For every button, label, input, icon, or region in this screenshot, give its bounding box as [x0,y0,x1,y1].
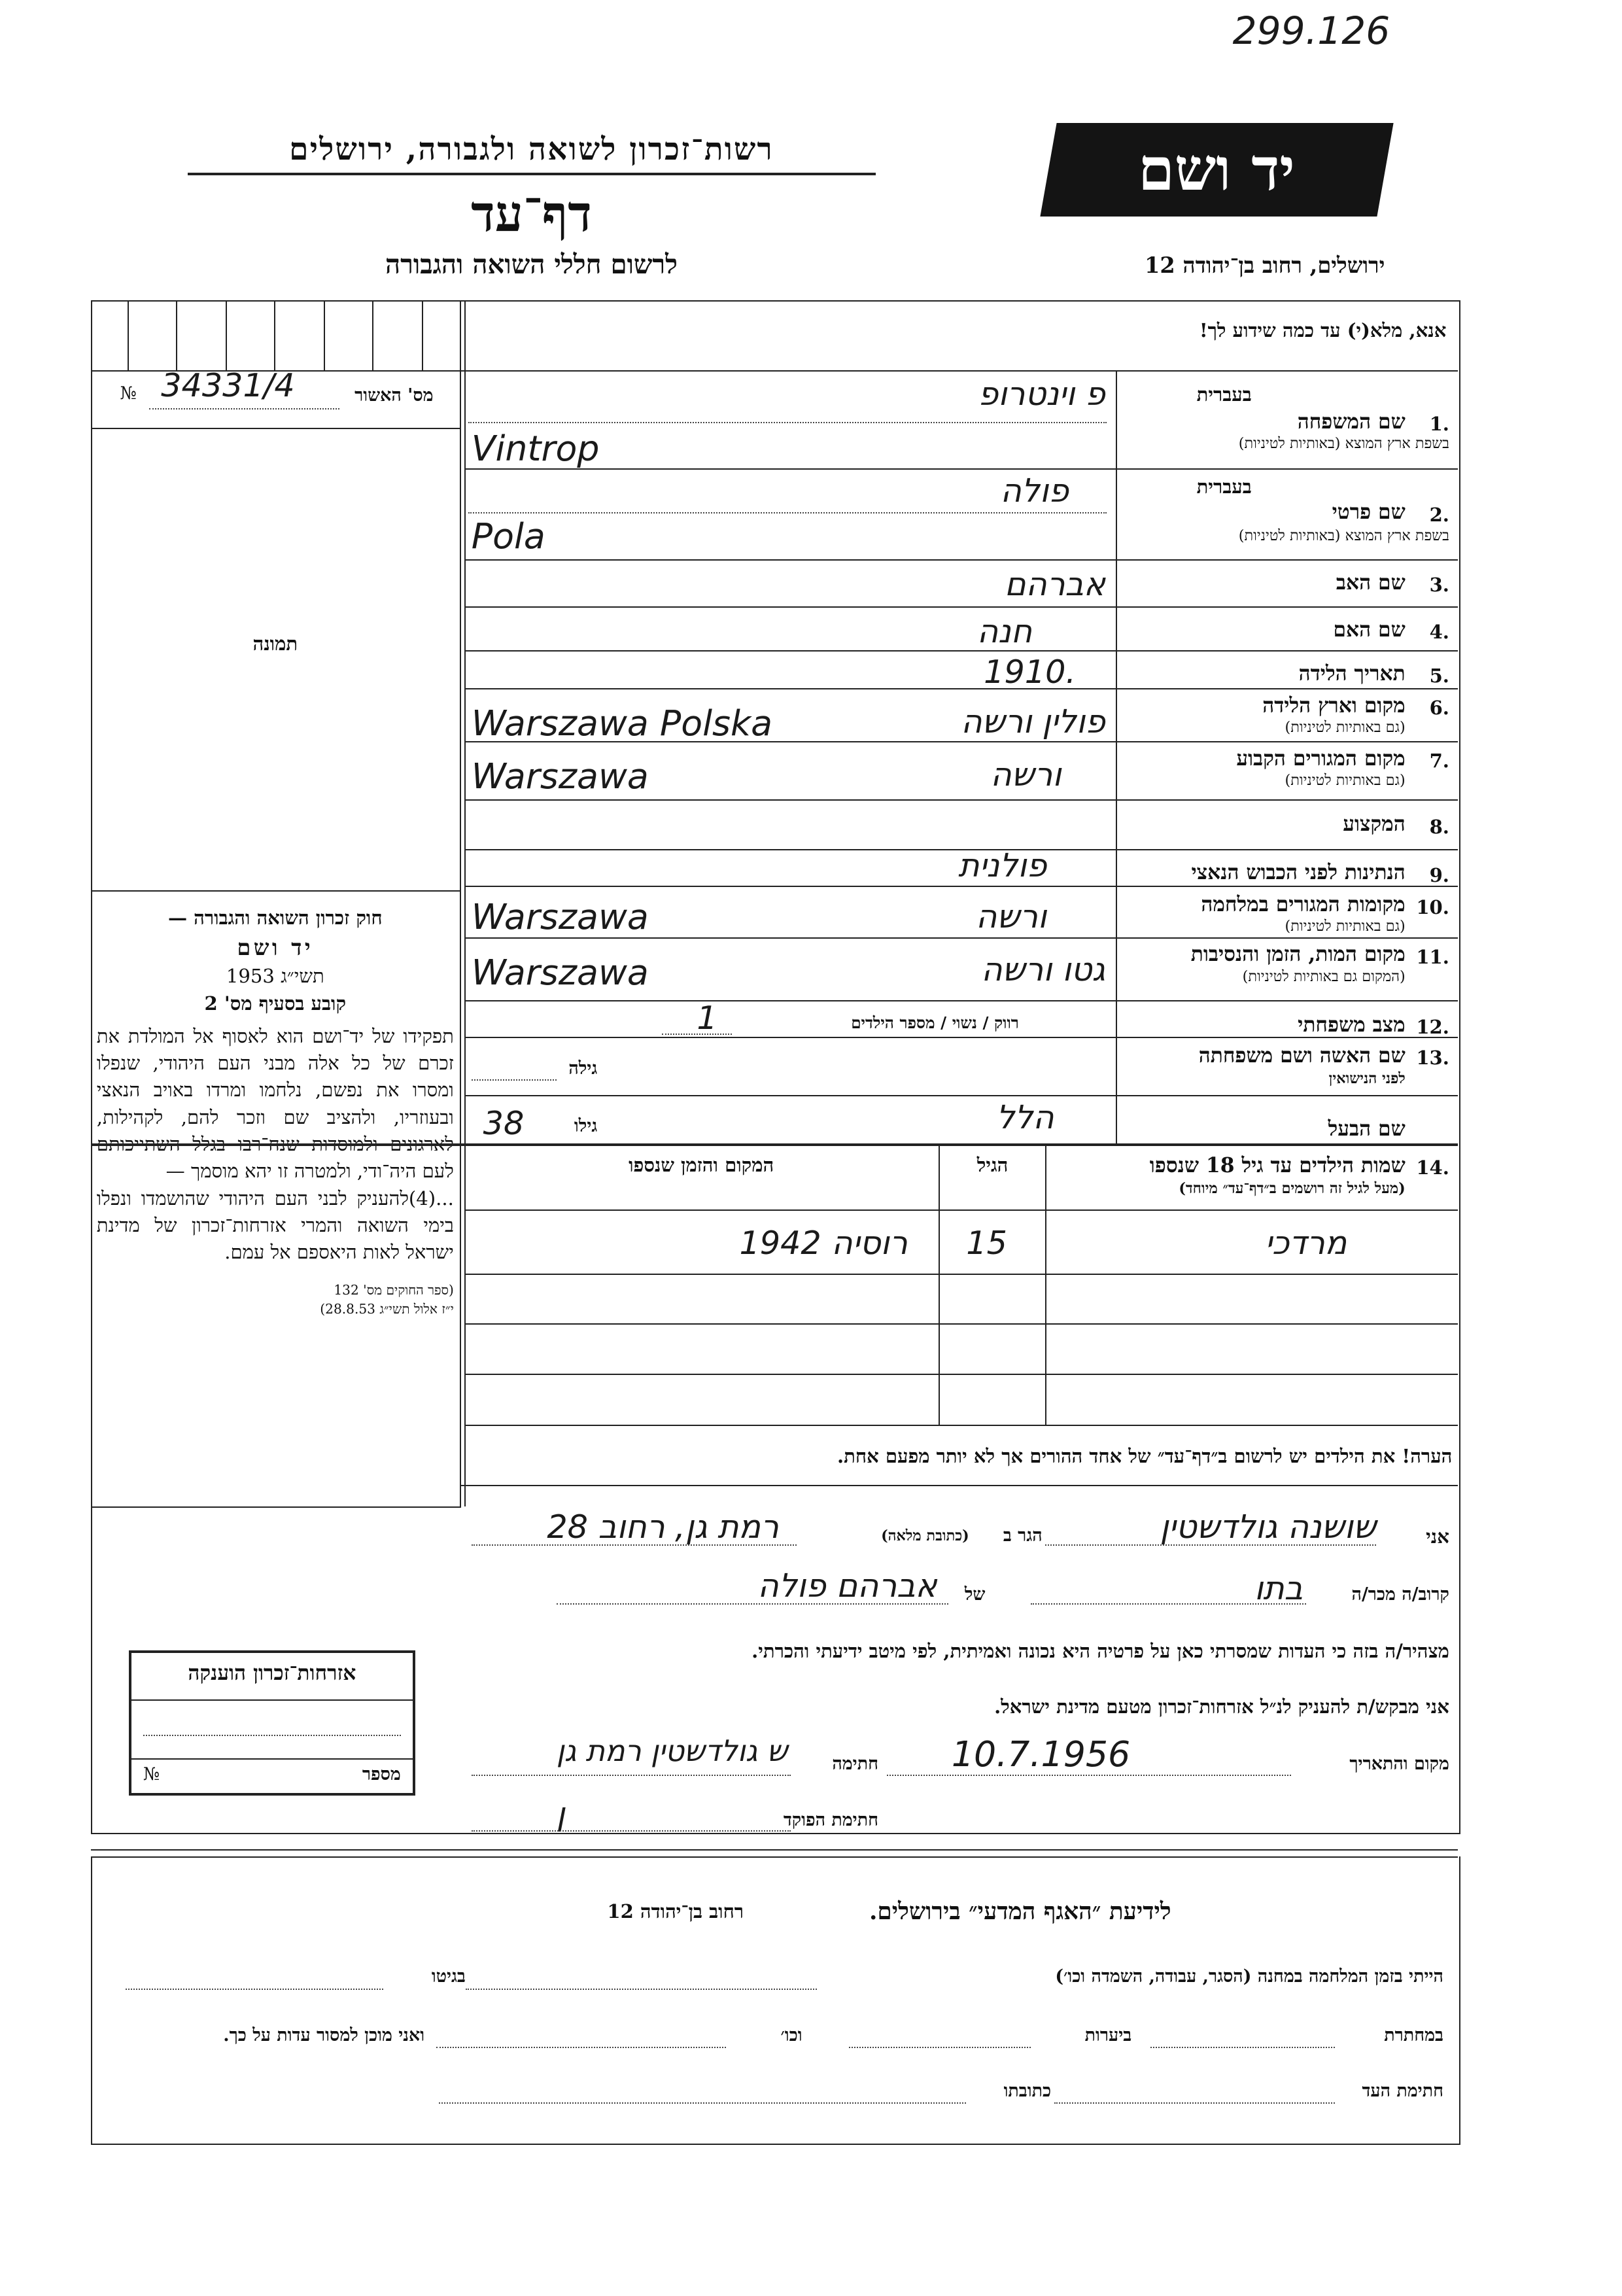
field-10-num: 10. [1416,896,1449,918]
decl-resident-label: הגר ב [1003,1525,1043,1546]
bottom-ghetto: בגיטו [431,1966,466,1987]
decl-relation-value: בתו [1254,1569,1303,1608]
decl-officer-label: חתימת הפוקד [783,1809,878,1830]
field-5-value: 1910. [984,653,1077,691]
registration-cells [91,300,460,370]
field-5-num: 5. [1429,665,1449,687]
children-sub: (מעל לגיל זה רושמים ב״דף־עד״ מיוחד) [1179,1180,1406,1198]
field-2-latin: Pola [471,515,545,557]
field-2-sub: בשפת ארץ המוצא (באותיות לטיניות) [1238,527,1449,544]
field-7-sub: (גם באותיות לטיניות) [1285,771,1406,789]
child-name: מרדכי [1265,1224,1347,1262]
field-3-value: אברהם [1004,565,1105,603]
field-7-num: 7. [1429,750,1449,772]
bottom-witness-signature: חתימת העד [1362,2080,1443,2101]
children-age-header: הגיל [976,1153,1009,1176]
field-2-hebrew: פולה [1000,471,1069,510]
decl-of-label: של [964,1584,986,1605]
instruction: אנא, מלא(י) עד כמה שידוע לך! [1199,319,1447,341]
decl-resident-sub: (כתובת מלאה) [881,1527,969,1544]
husband-age-value: 38 [483,1104,525,1142]
citizenship-no-sign: № [143,1764,160,1784]
bottom-etc: וכו׳ [780,2025,802,2045]
bottom-title: לידיעת ״האגף המדעי״ בירושלים. [869,1897,1171,1925]
field-12-label: מצב משפחתי [1298,1013,1406,1037]
field-9-num: 9. [1429,863,1449,886]
field-13-sub: לפני הנישואין [1328,1070,1406,1088]
decl-request: אני מבקש/ת להעניק לנ״ל אזרחות־זכרון מטעם מדינת ישראל. [994,1695,1449,1718]
decl-officer-value: ן [556,1795,565,1834]
decl-i-label: אני [1426,1525,1449,1548]
field-3-num: 3. [1429,574,1449,597]
registration-label: מס' האשור [354,385,434,406]
field-11-hebrew: גטו ורשה [981,950,1105,988]
bottom-willing: ואני מוכן למסור עדות על כך. [223,2025,425,2045]
field-12-value: 1 [697,998,717,1037]
law-box: חוק זכרון השואה והגבורה — יד ושם תשי״ג 1953 קובע בסעיף מס' 2 תפקידו של יד־ושם הוא לאסוף אל המולדת את זכרם של כל אלה מבני העם היהודי, שנפלו ומסרו את נפשם, נלחמו ומרדו באויב הנאצי ובעוזריו, ולהציב שם וזכר להם, לקהילות, לארגונים ולמוסדות שנח־רבו בגלל השתייכותם לעם היה־ודי, ולמטרה זו יהא מוסמך — ...(4)להעניק לבני העם היהודי שהושמדו ונפלו בימי השואה והמרי אזרחות־זכרון של מדינת ישראל לאות היאספם אל עמם. (ספר החוקים מס' 132 י״ז אלול תשי״ג 28.8.53) [96,907,454,1317]
citizenship-title: אזרחות־זכרון הוענקה [188,1661,356,1685]
children-label: שמות הילדים עד גיל 18 שנספו [1149,1153,1406,1177]
field-3-label: שם האב [1336,570,1406,595]
field-7-hebrew: ורשה [990,755,1061,793]
field-4-label: שם האם [1333,617,1406,642]
husband-age-label: גילו [574,1115,598,1136]
field-6-sub: (גם באותיות לטיניות) [1285,719,1406,736]
bottom-forests: ביערות [1084,2025,1132,2045]
archive-number: 299.126 [1232,9,1390,54]
children-place-header: המקום והזמן שנספו [629,1153,774,1176]
field-10-hebrew: ורשה [976,897,1047,936]
field-12-num: 12. [1416,1016,1449,1039]
field-4-value: חנה [976,612,1032,650]
bottom-underground: במחתרת [1384,2025,1443,2045]
page-title: דף־עד [471,184,592,243]
field-10-label: מקומות המגורים במלחמה [1201,893,1406,917]
citizenship-number-label: מספר [362,1764,401,1784]
field-9-label: הנתינות לפני הכבוש הנאצי [1191,861,1406,885]
decl-relative-label: קרוב/ה מכר/ה [1351,1584,1449,1605]
children-note: הערה! את הילדים יש לרשום ב״דף־עד״ של אחד ההורים אך לא יותר מפעם אחת. [837,1445,1453,1468]
lang-label: בעברית [1196,476,1252,498]
husband-value: הלל [996,1098,1054,1136]
child-age: 15 [966,1224,1007,1262]
child-place: רוסיה 1942 [739,1224,908,1262]
citizenship-box [129,1650,415,1796]
husband-label: שם הבעל [1328,1117,1406,1141]
bottom-witness-address: כתובתו [1003,2080,1052,2101]
page-subtitle: לרשום חללי השואה והגבורה [385,249,678,280]
registration-no-sign: № [120,383,137,404]
field-2-num: 2. [1429,503,1449,526]
field-1-num: 1. [1429,413,1449,436]
field-13-label: שם האשה ושם משפחתה [1198,1043,1406,1068]
registration-value: 34331/4 [161,366,295,404]
field-1-sub: בשפת ארץ המוצא (באותיות לטיניות) [1238,434,1449,452]
field-13-num: 13. [1416,1047,1449,1070]
bottom-address: רחוב בן־יהודה 12 [607,1900,744,1923]
field-6-latin: Warszawa Polska [471,703,772,744]
decl-place-date-label: מקום והתאריך [1349,1754,1449,1775]
field-6-num: 6. [1429,697,1449,720]
field-10-latin: Warszawa [471,896,649,937]
field-8-num: 8. [1429,815,1449,838]
decl-text: מצהיר/ה בזה כי העדות שמסרתי כאן על פרטיה היא נכונה ואמיתית, לפי מיטב ידיעתי והכרתי. [751,1639,1449,1662]
lang-label: בעברית [1196,383,1252,406]
org-line: רשות־זכרון לשואה ולגבורה, ירושלים [289,131,774,168]
children-num: 14. [1416,1157,1449,1179]
bottom-box [91,1856,1461,2145]
field-11-sub: (המקום גם באותיות לטיניות) [1242,967,1406,985]
header-address: ירושלים, רחוב בן־יהודה 12 [1145,251,1385,278]
law-logo: יד ושם [237,933,314,960]
field-9-value: פולנית [958,846,1047,884]
field-1-hebrew: פ וינטרופ [978,375,1105,413]
field-11-latin: Warszawa [471,951,649,993]
field-12-options: רווק / נשוי / מספר הילדים [851,1013,1019,1032]
field-11-label: מקום המות, הזמן והנסיבות [1190,943,1406,967]
decl-of-value: אברהם פולה [757,1566,937,1605]
decl-i-value: שושנה גולדשטין [1160,1508,1376,1546]
decl-date-value: 10.7.1956 [951,1733,1131,1775]
field-1-latin: Vintrop [471,427,600,469]
field-11-num: 11. [1416,945,1449,968]
field-10-sub: (גם באותיות לטיניות) [1285,918,1406,935]
field-1-label: שם המשפחה [1297,409,1406,434]
wife-age-label: גילה [568,1058,598,1079]
field-7-label: מקום המגורים הקבוע [1236,746,1406,771]
bottom-line1: הייתי בזמן המלחמה במחנה (הסגר, עבודה, השמדה וכו׳) [1055,1966,1443,1987]
yad-vashem-logo: יד ושם [1040,123,1393,217]
decl-signature-value: ש גולדשטין רמת גן [556,1733,788,1769]
field-2-label: שם פרטי [1332,500,1406,525]
decl-signature-label: חתימה [832,1754,878,1775]
field-6-hebrew: פולין ורשה [961,703,1105,741]
photo-label: תמונה [252,632,298,655]
field-5-label: תאריך הלידה [1298,661,1406,686]
field-6-label: מקום וארץ הלידה [1262,693,1406,718]
decl-address-value: רמת גן, רחוב 28 [547,1508,779,1546]
field-8-label: המקצוע [1343,812,1406,837]
field-4-num: 4. [1429,621,1449,644]
field-7-latin: Warszawa [471,755,649,797]
